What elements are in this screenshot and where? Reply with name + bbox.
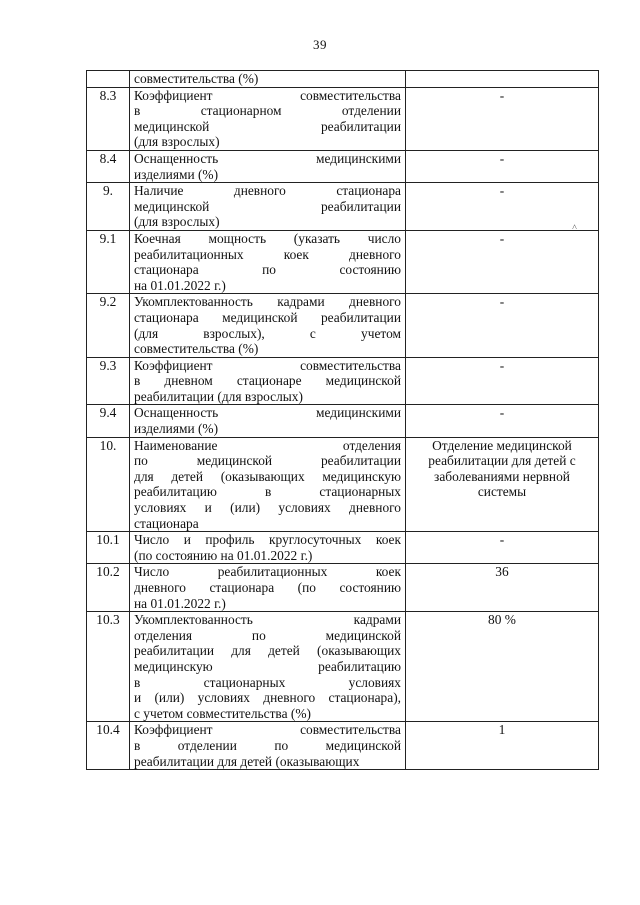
table-row bbox=[87, 722, 599, 770]
row-value bbox=[406, 71, 599, 88]
indicator-line: Оснащенность медицинскими bbox=[134, 405, 401, 421]
table-row bbox=[87, 183, 599, 231]
row-number: 10.3 bbox=[87, 612, 130, 722]
indicator-line: совместительства (%) bbox=[134, 71, 259, 86]
indicator-line: реабилитацию в стационарных bbox=[134, 484, 401, 500]
indicator-line: изделиями (%) bbox=[134, 166, 219, 182]
table-row bbox=[87, 612, 599, 722]
indicator-line: Укомплектованность кадрами дневного bbox=[134, 294, 401, 310]
indicator-line: стационара медицинской реабилитации bbox=[134, 309, 401, 325]
table-body bbox=[87, 71, 599, 770]
indicator-line: медицинской реабилитации bbox=[134, 118, 401, 134]
row-number: 8.4 bbox=[87, 150, 130, 182]
indicator-line: (для взрослых) bbox=[134, 134, 220, 150]
table-row bbox=[87, 405, 599, 437]
row-value: 1 bbox=[406, 722, 599, 770]
indicator-line: дневного стационара (по состоянию bbox=[134, 580, 401, 595]
indicator-line: Коэффициент совместительства bbox=[134, 722, 401, 738]
indicator-line: на 01.01.2022 г.) bbox=[134, 595, 226, 611]
indicator-line: в дневном стационаре медицинской bbox=[134, 373, 401, 389]
row-number: 10.2 bbox=[87, 564, 130, 612]
row-number: 9. bbox=[87, 183, 130, 231]
row-number bbox=[87, 71, 130, 88]
indicator-line: с учетом совместительства (%) bbox=[134, 705, 311, 721]
indicator-line: Наличие дневного стационара bbox=[134, 183, 401, 199]
indicator-line: совместительства (%) bbox=[134, 341, 259, 357]
indicator-line: Коэффициент совместительства bbox=[134, 87, 401, 103]
row-value: - bbox=[406, 183, 599, 231]
row-number: 9.2 bbox=[87, 294, 130, 357]
row-number: 9.3 bbox=[87, 357, 130, 405]
indicator-line: медицинской реабилитации bbox=[134, 198, 401, 214]
row-value: - bbox=[406, 87, 599, 150]
indicator-line: Коэффициент совместительства bbox=[134, 357, 401, 373]
table-row bbox=[87, 437, 599, 532]
table-row bbox=[87, 87, 599, 150]
table-row bbox=[87, 532, 599, 564]
row-indicator bbox=[130, 87, 406, 150]
row-indicator bbox=[130, 71, 406, 88]
indicator-line: Число и профиль круглосуточных коек bbox=[134, 532, 401, 548]
indicator-line: реабилитационных коек дневного bbox=[134, 246, 401, 262]
row-number: 10. bbox=[87, 437, 130, 532]
indicator-line: Коечная мощность (указать число bbox=[134, 230, 401, 246]
table-row bbox=[87, 71, 599, 88]
indicator-line: Наименование отделения bbox=[134, 437, 401, 453]
row-value: 80 % bbox=[406, 612, 599, 722]
indicator-line: (для взрослых) bbox=[134, 214, 220, 230]
row-indicator bbox=[130, 722, 406, 770]
indicator-line: в стационарном отделении bbox=[134, 103, 401, 119]
indicator-line: реабилитации для детей (оказывающих bbox=[134, 643, 401, 659]
row-indicator bbox=[130, 230, 406, 293]
row-number: 8.3 bbox=[87, 87, 130, 150]
row-value: - bbox=[406, 532, 599, 564]
indicator-line: стационара по состоянию bbox=[134, 262, 401, 278]
indicator-line: по медицинской реабилитации bbox=[134, 453, 401, 469]
page-number: 39 bbox=[313, 37, 327, 52]
row-indicator bbox=[130, 183, 406, 231]
indicator-line: Число реабилитационных коек bbox=[134, 564, 401, 580]
row-value: - bbox=[406, 150, 599, 182]
indicator-line: в отделении по медицинской bbox=[134, 737, 401, 753]
table-row bbox=[87, 357, 599, 405]
indicator-line: медицинскую реабилитацию bbox=[134, 658, 401, 674]
row-indicator bbox=[130, 612, 406, 722]
row-number: 10.1 bbox=[87, 532, 130, 564]
indicator-line: изделиями (%) bbox=[134, 421, 219, 437]
indicator-line: на 01.01.2022 г.) bbox=[134, 277, 226, 293]
row-indicator bbox=[130, 294, 406, 357]
table-row bbox=[87, 564, 599, 612]
indicator-line: отделения по медицинской bbox=[134, 627, 401, 643]
row-value: - bbox=[406, 230, 599, 293]
row-indicator bbox=[130, 405, 406, 437]
row-indicator bbox=[130, 532, 406, 564]
indicator-line: (по состоянию на 01.01.2022 г.) bbox=[134, 547, 313, 563]
row-indicator bbox=[130, 437, 406, 532]
table-row bbox=[87, 230, 599, 293]
indicator-line: реабилитации (для взрослых) bbox=[134, 388, 303, 404]
row-number: 9.1 bbox=[87, 230, 130, 293]
row-indicator bbox=[130, 150, 406, 182]
indicator-line: Оснащенность медицинскими bbox=[134, 150, 401, 166]
row-indicator bbox=[130, 564, 406, 612]
indicator-line: Укомплектованность кадрами bbox=[134, 612, 401, 628]
indicator-line: и (или) условиях дневного стационара), bbox=[134, 690, 401, 706]
indicator-line: условиях и (или) условиях дневного bbox=[134, 500, 401, 516]
row-value: - bbox=[406, 294, 599, 357]
row-indicator bbox=[130, 357, 406, 405]
indicator-line: реабилитации для детей (оказывающих bbox=[134, 753, 360, 769]
table-row bbox=[87, 150, 599, 182]
table-row bbox=[87, 294, 599, 357]
indicator-line: (для взрослых), с учетом bbox=[134, 325, 401, 341]
indicator-line: стационара bbox=[134, 515, 199, 531]
row-number: 9.4 bbox=[87, 405, 130, 437]
row-value: Отделение медицинской реабилитации для детей с заболеваниями нервной системы bbox=[406, 437, 599, 532]
indicator-line: для детей (оказывающих медицинскую bbox=[134, 468, 401, 484]
scan-speck: ˄ bbox=[572, 222, 578, 232]
row-value: - bbox=[406, 405, 599, 437]
row-value: 36 bbox=[406, 564, 599, 612]
row-number: 10.4 bbox=[87, 722, 130, 770]
row-value: - bbox=[406, 357, 599, 405]
indicator-line: в стационарных условиях bbox=[134, 674, 401, 690]
document-table bbox=[86, 70, 599, 770]
